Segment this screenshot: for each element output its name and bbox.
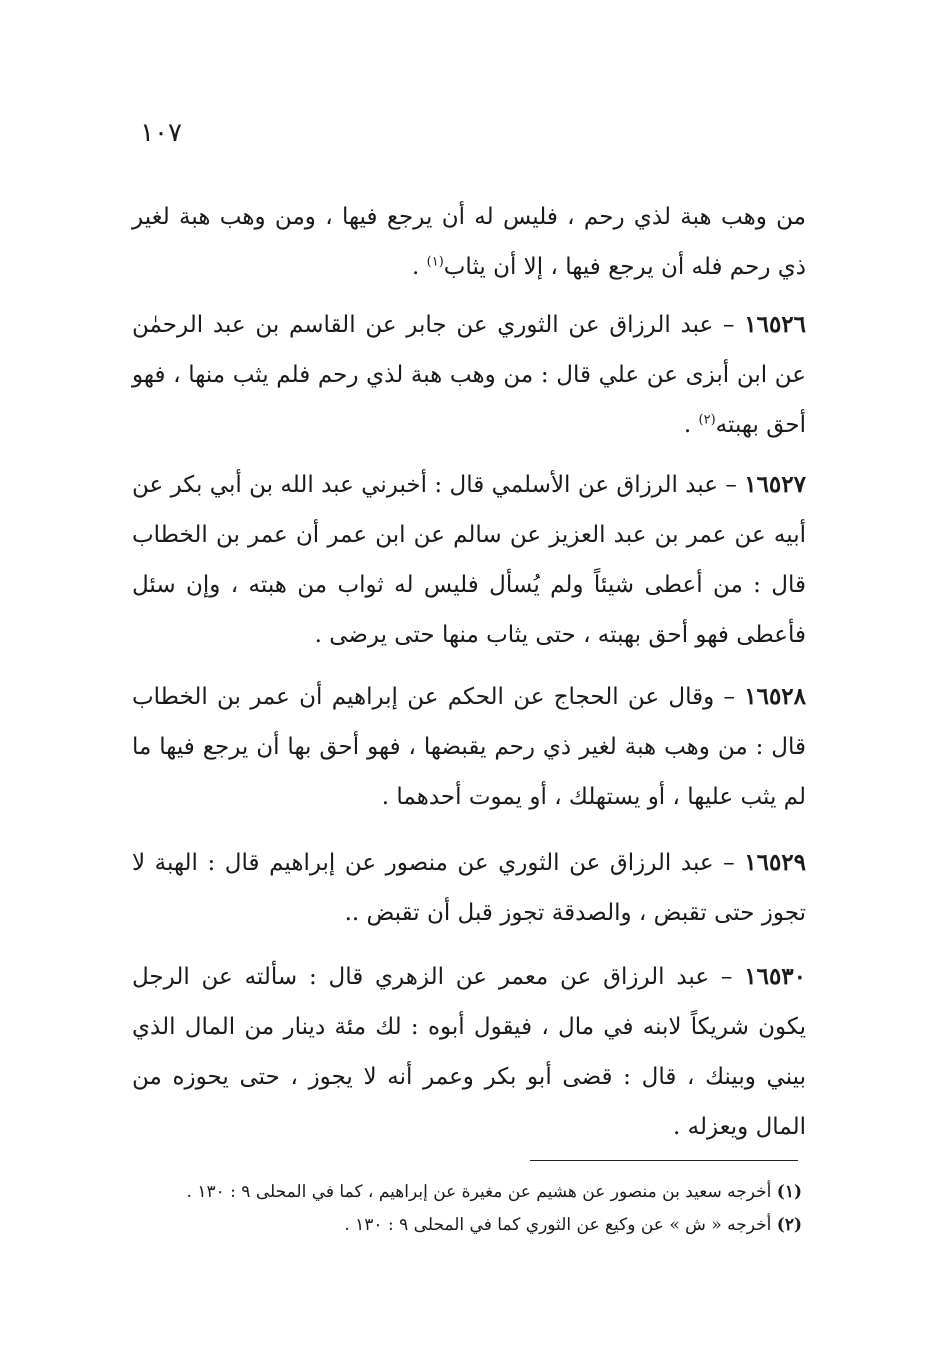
footnote-ref-2[interactable]: (٢) [698, 412, 716, 428]
intro-paragraph [132, 192, 806, 292]
intro-text: من وهب هبة لذي رحم ، فليس له أن يرجع فيها ، ومن وهب هبة لغير ذي رحم فله أن يرجع فيها ، إلا أن يثاب [132, 204, 806, 280]
hadith-text: – وقال عن الحجاج عن الحكم عن إبراهيم أن عمر بن الخطاب قال : من وهب هبة لغير ذي رحم يقبضها ، فهو أحق بها أن يرجع فيها ما لم يثب عليها ، أو يستهلك ، أو يموت أحدهما . [132, 684, 806, 810]
footnote-1 [132, 1176, 802, 1209]
hadith-text: – عبد الرزاق عن الأسلمي قال : أخبرني عبد الله بن أبي بكر عن أبيه عن عمر بن عبد العزيز عن سالم عن ابن عمر أن عمر بن الخطاب قال : من أعطى شيئاً ولم يُسأل فليس له ثواب من هبته ، وإن سئل فأعطى فهو أحق بهبته ، حتى يثاب منها حتى يرضى . [132, 472, 806, 648]
footnote-marker: (١) [776, 1182, 802, 1202]
hadith-text: – عبد الرزاق عن الثوري عن جابر عن القاسم بن عبد الرحمٰن عن ابن أبزى عن علي قال : من وهب هبة لذي رحم فلم يثب منها ، فهو أحق بهبته [132, 312, 806, 438]
footnote-text: أخرجه « ش » عن وكيع عن الثوري كما في المحلى ٩ : ١٣٠ . [344, 1215, 772, 1235]
hadith-number: ١٦٥٣٠ [744, 963, 807, 990]
footnote-divider [530, 1160, 798, 1161]
hadith-16528 [132, 672, 806, 822]
hadith-16529 [132, 838, 806, 938]
hadith-number: ١٦٥٢٩ [744, 849, 807, 876]
hadith-text: – عبد الرزاق عن الثوري عن منصور عن إبراهيم قال : الهبة لا تجوز حتى تقبض ، والصدقة تجوز قبل أن تقبض .. [132, 850, 806, 926]
footnote-marker: (٢) [776, 1215, 802, 1235]
footnote-ref-1[interactable]: (١) [426, 254, 444, 270]
hadith-text: – عبد الرزاق عن معمر عن الزهري قال : سألته عن الرجل يكون شريكاً لابنه في مال ، فيقول أبوه : لك مئة دينار من المال الذي بيني وبينك ، قال : قضى أبو بكر وعمر أنه لا يجوز ، حتى يحوزه من المال ويعزله . [132, 964, 806, 1140]
footnote-2 [132, 1209, 802, 1242]
page-number: ١٠٧ [140, 118, 182, 148]
hadith-16530 [132, 952, 806, 1152]
hadith-tail: . [683, 412, 699, 438]
footnote-text: أخرجه سعيد بن منصور عن هشيم عن مغيرة عن إبراهيم ، كما في المحلى ٩ : ١٣٠ . [186, 1182, 772, 1202]
hadith-number: ١٦٥٢٨ [744, 683, 807, 710]
intro-tail: . [412, 254, 427, 280]
hadith-number: ١٦٥٢٧ [744, 471, 806, 498]
footnotes [132, 1176, 802, 1242]
hadith-16527 [132, 460, 806, 660]
hadith-number: ١٦٥٢٦ [744, 311, 807, 338]
hadith-16526 [132, 300, 806, 450]
